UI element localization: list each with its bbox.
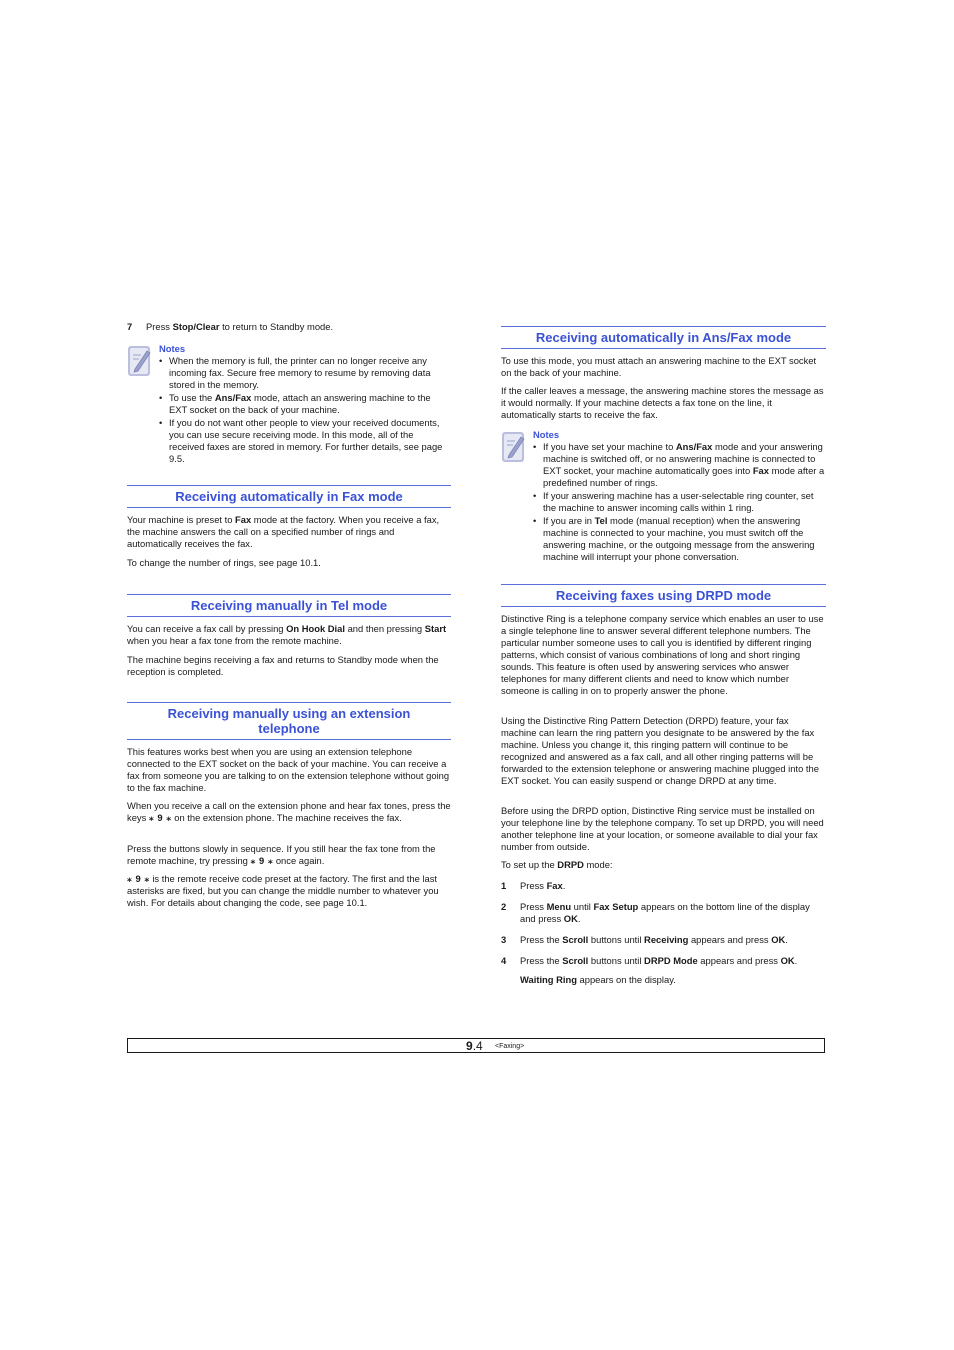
paragraph: The machine begins receiving a fax and returns to Standby mode when the reception is completed. — [127, 654, 439, 677]
step-7: 7 Press Stop/Clear to return to Standby mode. — [127, 321, 334, 332]
paragraph: To change the number of rings, see page 10.1. — [127, 557, 321, 568]
notes-list — [159, 355, 451, 465]
paragraph: Distinctive Ring is a telephone company service which enables an user to use a single telephone line to answer several different telephone numbers. The particular number someone uses to call you is identified by different ringing patterns, which consist of various combinations of long and short ringing sounds. This feature is often used by answering services who answer telephones for many different clients and need to know which number someone is calling in on to properly answer the phone. — [501, 613, 824, 696]
paragraph: ⁎ 9 ⁎ is the remote receive code preset at the factory. The first and the last asterisks are fixed, but you can change the middle number to whatever you wish. For details about changing the code, see page 10.1. — [127, 873, 439, 908]
note-item: • If you are in Tel mode (manual reception) when the answering machine is connected to your machine, you must switch off the answering machine, or the outgoing message from the answering machine will interrupt your phone conversation. — [533, 515, 826, 563]
paragraph: You can receive a fax call by pressing On Hook Dial and then pressing Start when you hear a fax tone from the remote machine. — [127, 623, 447, 646]
remote-code-key: ⁎ 9 ⁎ — [148, 812, 172, 823]
section-heading-drpd: Receiving faxes using DRPD mode — [501, 584, 826, 607]
note-item: • If you have set your machine to Ans/Fax mode and your answering machine is switched off, or no answering machine is connected to EXT socket, your machine automatically goes into Fax mode after a predefined number of rings. — [533, 441, 826, 489]
note-item: • When the memory is full, the printer can no longer receive any incoming fax. Secure free memory to resume by removing data stored in the memory. — [159, 355, 451, 391]
page-footer — [127, 1038, 825, 1053]
notes-title: Notes — [533, 429, 560, 440]
section-heading-fax-mode: Receiving automatically in Fax mode — [127, 485, 451, 508]
remote-code-key: ⁎ 9 ⁎ — [127, 873, 150, 884]
paragraph: When you receive a call on the extension phone and hear fax tones, press the keys ⁎ 9 ⁎ on the extension phone. The machine receives the fax. — [127, 800, 451, 823]
paragraph: Using the Distinctive Ring Pattern Detection (DRPD) feature, your fax machine can learn the ring pattern you designate to be answered by the fax machine. Unless you change it, this ringing pattern will continue to be recognized and answered as a fax call, and all other ringing patterns will be forwarded to the extension telephone or answering machine plugged into the EXT socket. You can easily suspend or change DRPD at any time. — [501, 715, 819, 786]
notes-box — [501, 429, 826, 564]
paragraph: To use this mode, you must attach an answering machine to the EXT socket on the back of your machine. — [501, 355, 817, 378]
section-heading-ans-fax: Receiving automatically in Ans/Fax mode — [501, 326, 826, 349]
note-pencil-icon — [501, 429, 529, 463]
step-result: Waiting Ring appears on the display. — [520, 974, 676, 985]
section-heading-tel-mode: Receiving manually in Tel mode — [127, 594, 451, 617]
note-item: • If your answering machine has a user-selectable ring counter, set the machine to answer incoming calls within 1 ring. — [533, 490, 826, 514]
section-label: <Faxing> — [495, 1043, 525, 1050]
step-1: 1 Press Fax. — [501, 880, 566, 891]
paragraph: Press the buttons slowly in sequence. If you still hear the fax tone from the remote machine, try pressing ⁎ 9 ⁎ once again. — [127, 843, 436, 866]
notes-title: Notes — [159, 343, 186, 354]
notes-box — [127, 343, 451, 466]
paragraph: If the caller leaves a message, the answering machine stores the message as it would normally. If your machine detects a fax tone on the line, it automatically starts to receive the fax. — [501, 385, 824, 420]
step-2: 2 Press Menu until Fax Setup appears on the bottom line of the display and press OK. — [501, 901, 810, 924]
remote-code-key: ⁎ 9 ⁎ — [250, 855, 274, 866]
section-heading-extension: Receiving manually using an extension telephone — [127, 702, 451, 740]
paragraph: This features works best when you are using an extension telephone connected to the EXT socket on the back of your machine. You can receive a fax from someone you are talking to on the extension telephone without going to the fax machine. — [127, 746, 450, 793]
note-pencil-icon — [127, 343, 155, 377]
note-item: • If you do not want other people to view your received documents, you can use secure receiving mode. In this mode, all of the received faxes are stored in memory. For further details, see page 9.5. — [159, 417, 451, 465]
step-3: 3 Press the Scroll buttons until Receiving appears and press OK. — [501, 934, 788, 945]
paragraph: Your machine is preset to Fax mode at the factory. When you receive a fax, the machine answers the call on a specified number of rings and automatically receives the fax. — [127, 514, 440, 549]
step-4: 4 Press the Scroll buttons until DRPD Mode appears and press OK. — [501, 955, 798, 966]
paragraph: To set up the DRPD mode: — [501, 859, 613, 870]
notes-list — [533, 441, 826, 563]
paragraph: Before using the DRPD option, Distinctive Ring service must be installed on your telephone line by the telephone company. To set up DRPD, you will need another telephone line at your location, or someone available to dial your fax number from outside. — [501, 805, 824, 852]
page-number: 9.4 — [466, 1039, 483, 1053]
note-item: • To use the Ans/Fax mode, attach an answering machine to the EXT socket on the back of your machine. — [159, 392, 451, 416]
